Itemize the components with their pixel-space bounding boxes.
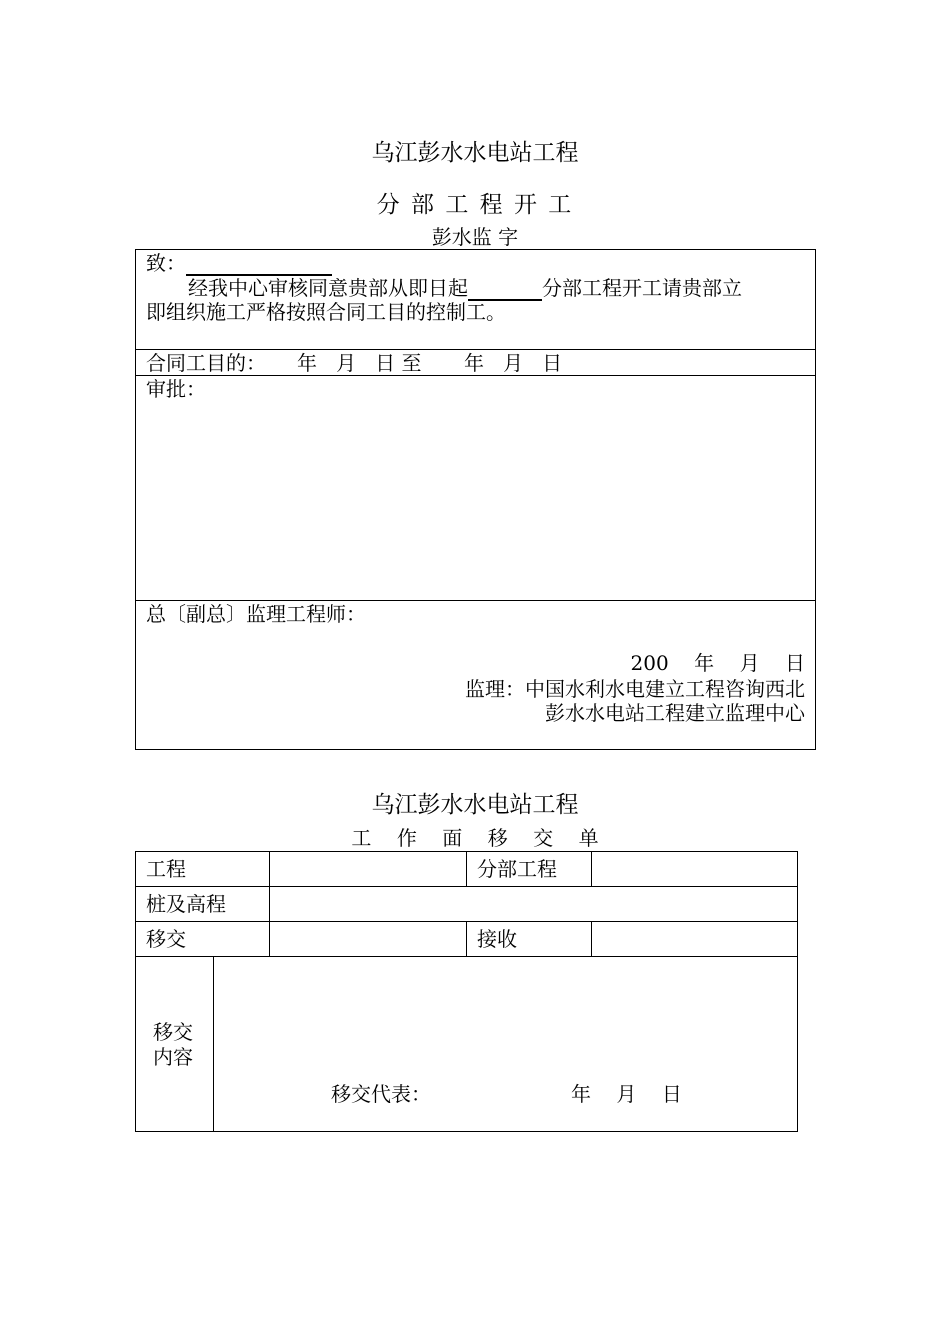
body-line-1-pre: 经我中心审核同意贵部从即日起 [188,276,468,300]
body-line-1-post: 分部工程开工请贵部立 [542,276,742,300]
form1-doc-number: 彭水监 字 [431,225,519,249]
body-line-2: 即组织施工严格按照合同工目的控制工。 [146,300,506,324]
to-blank[interactable] [186,254,332,276]
pile-label: 桩及高程 [146,892,226,916]
handover-label: 移交 [146,927,186,951]
form2-table [135,851,798,1132]
engineer-label: 总〔副总〕监理工程师： [146,602,366,626]
rep-label: 移交代表： [331,1082,431,1106]
form2-col-line-2b [466,921,467,956]
supervisor-line-1: 监理：中国水利水电建立工程咨询西北 [465,677,805,701]
subproject-label: 分部工程 [477,857,557,881]
contract-date-to: 年 月 日 [464,351,563,375]
form1-title: 乌江彭水水电站工程 [371,140,579,166]
form2-row-line-1 [135,886,798,887]
to-label: 致： [146,251,186,275]
project-label: 工程 [146,857,186,881]
form2-title: 乌江彭水水电站工程 [371,792,579,818]
contract-date-from: 年 月 日 至 [297,351,422,375]
contract-label: 合同工目的： [146,351,266,375]
approval-label: 审批： [146,377,206,401]
supervisor-line-2: 彭水水电站工程建立监理中心 [545,701,805,725]
form2-col-line-2a [466,851,467,886]
subproject-blank[interactable] [468,279,542,301]
form2-col-line-1 [269,851,270,956]
content-label-1: 移交 [153,1020,193,1044]
form2-subtitle: 工 作 面 移 交 单 [351,826,599,850]
body-line-1 [188,275,742,301]
receive-label: 接收 [477,927,517,951]
form2-col-line-3a [591,851,592,886]
form2-col-line-3b [591,921,592,956]
to-row [146,250,332,276]
sign-date: 200 年 月 日 [630,651,805,675]
form2-row-line-3 [135,956,798,957]
content-label-2: 内容 [153,1045,193,1069]
rep-date: 年 月 日 [571,1082,682,1106]
form2-content-divider [213,956,214,1132]
form1-subtitle: 分 部 工 程 开 工 [376,192,574,218]
